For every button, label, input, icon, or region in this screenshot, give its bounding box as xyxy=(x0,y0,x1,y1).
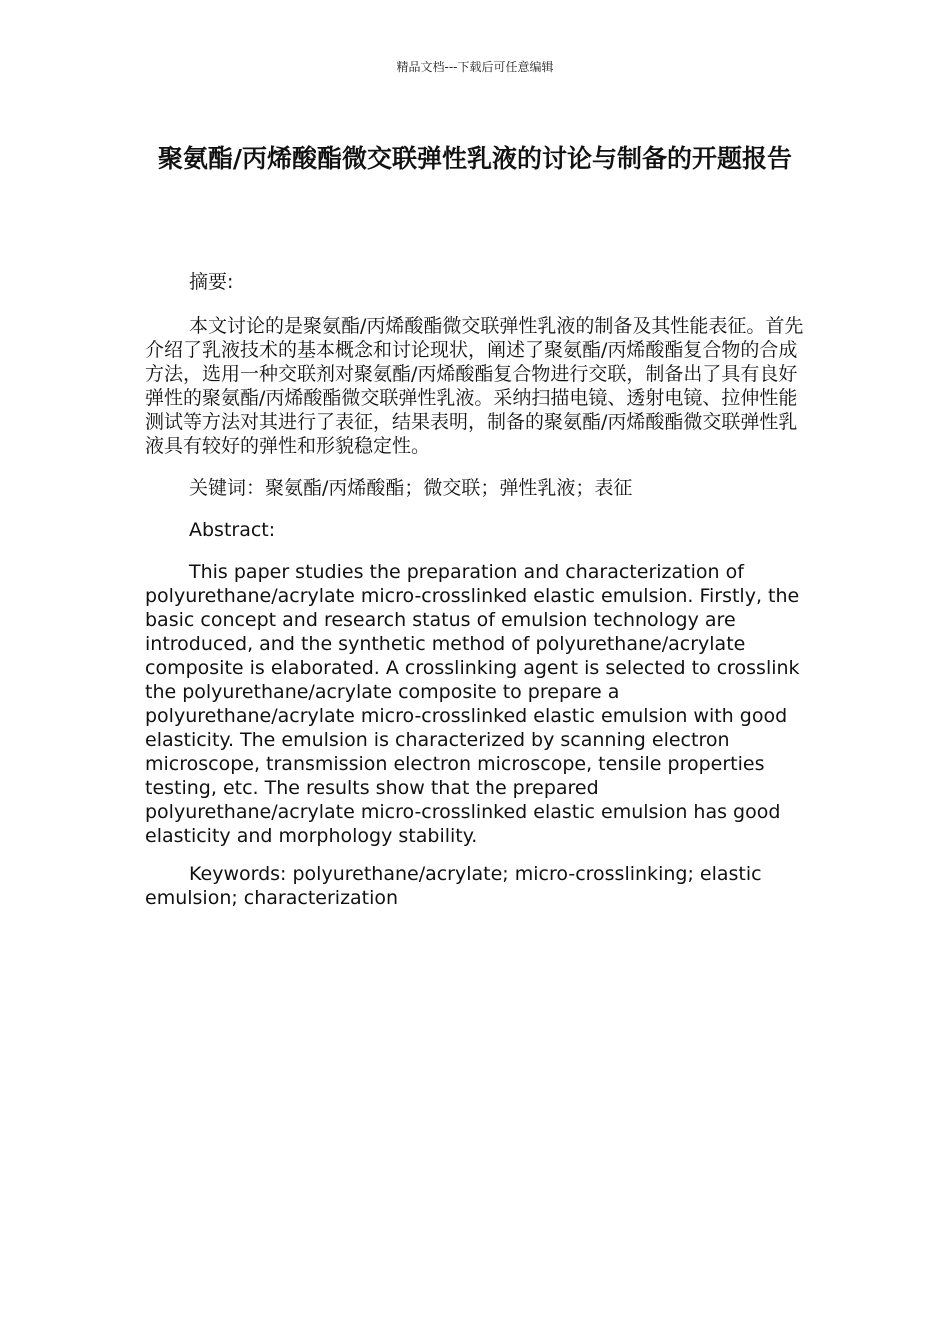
abstract-cn-body: 本文讨论的是聚氨酯/丙烯酸酯微交联弹性乳液的制备及其性能表征。首先介绍了乳液技术的基本概念和讨论现状，阐述了聚氨酯/丙烯酸酯复合物的合成方法，选用一种交联剂对聚氨酯/丙烯酸酯复合物进行交联，制备出了具有良好弹性的聚氨酯/丙烯酸酯微交联弹性乳液。采纳扫描电镜、透射电镜、拉伸性能测试等方法对其进行了表征，结果表明，制备的聚氨酯/丙烯酸酯微交联弹性乳液具有较好的弹性和形貌稳定性。 xyxy=(145,315,804,457)
keywords-en: Keywords: polyurethane/acrylate; micro-crosslinking; elastic emulsion; characterization xyxy=(145,863,762,909)
page-header: 精品文档---下载后可任意编辑 xyxy=(396,60,554,74)
document-title: 聚氨酯/丙烯酸酯微交联弹性乳液的讨论与制备的开题报告 xyxy=(157,144,793,173)
keywords-cn: 关键词：聚氨酯/丙烯酸酯；微交联；弹性乳液；表征 xyxy=(189,477,633,499)
document-body xyxy=(145,270,810,926)
abstract-en-label: Abstract: xyxy=(189,519,276,541)
abstract-en-body: This paper studies the preparation and characterization of polyurethane/acrylate micro-crosslinked elastic emulsion. Firstly, the basic concept and research status of emulsion technology are introduced, and the synthetic method of polyurethane/acrylate composite is elaborated. A crosslinking agent is selected to crosslink the polyurethane/acrylate composite to prepare a polyurethane/acrylate micro-crosslinked elastic emulsion with good elasticity. The emulsion is characterized by scanning electron microscope, transmission electron microscope, tensile properties testing, etc. The results show that the prepared polyurethane/acrylate micro-crosslinked elastic emulsion has good elasticity and morphology stability. xyxy=(145,561,800,847)
abstract-cn-label: 摘要: xyxy=(189,271,234,293)
